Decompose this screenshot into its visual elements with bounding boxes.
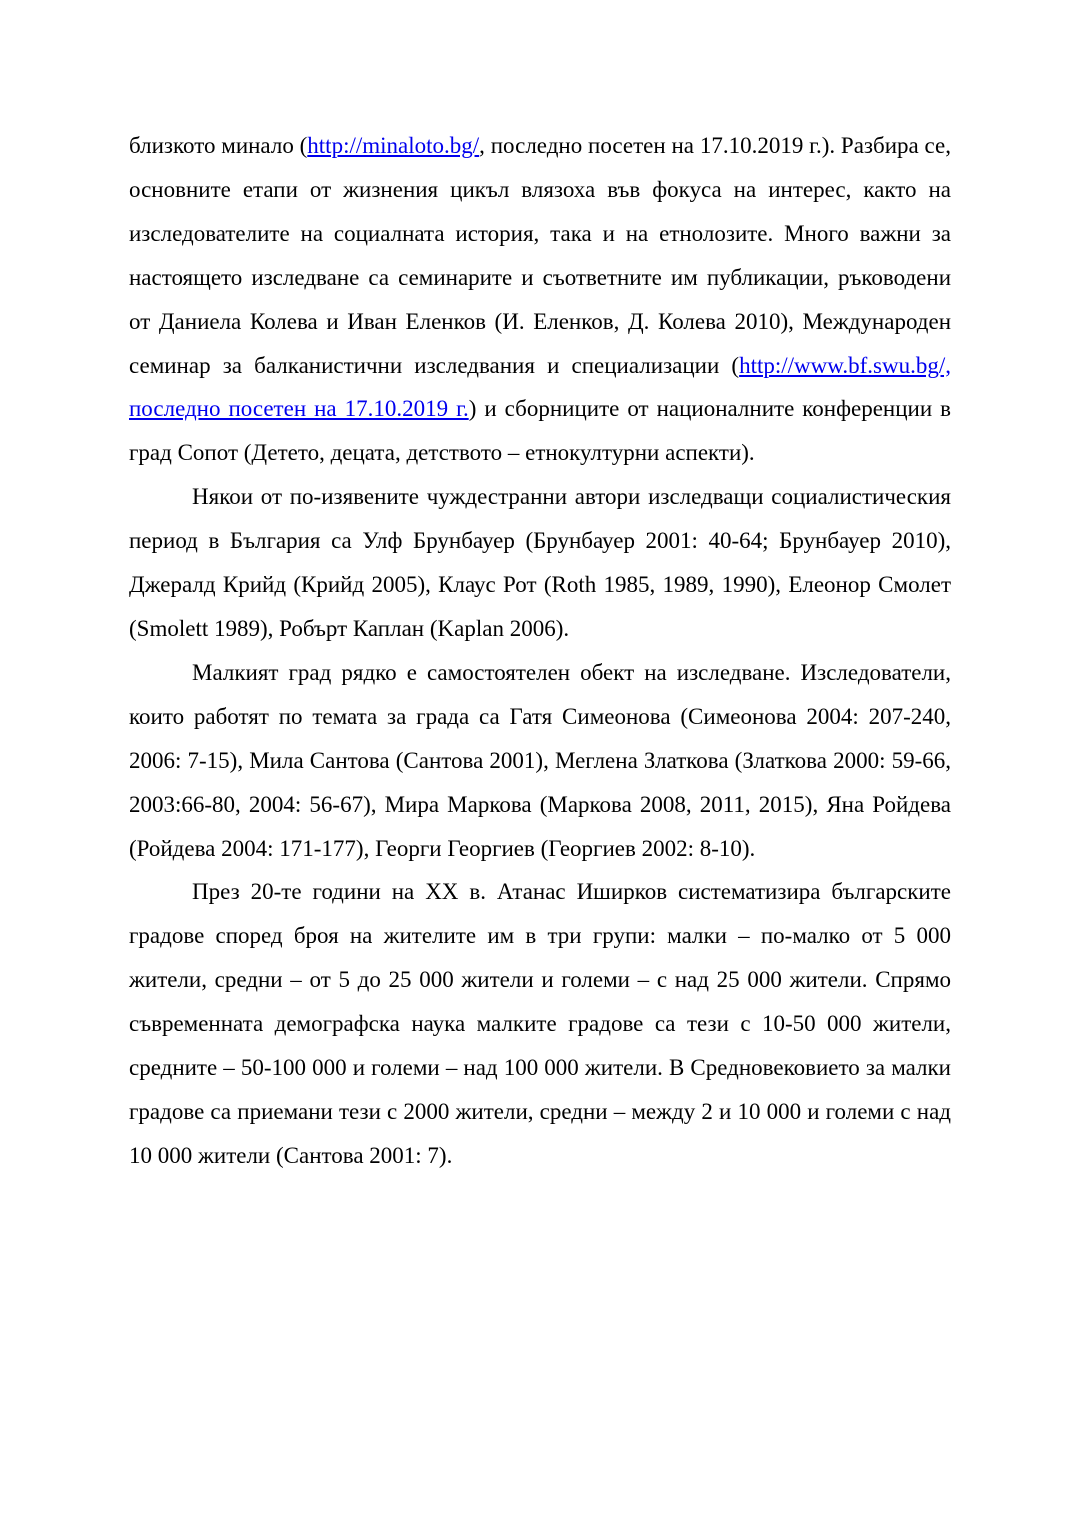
document-page [129,124,951,1178]
paragraph-small-town: Малкият град рядко е самостоятелен обект на изследване. Изследователи, които работят по темата за града са Гатя Симеонова (Симеонова 2004: 207-240, 2006: 7-15), Мила Сантова (Сантова 2001), Меглена Златкова (Златкова 2000: 59-66, 2003:66-80, 2004: 56-67), Мира Маркова (Маркова 2008, 2011, 2015), Яна Ройдева (Ройдева 2004: 171-177), Георги Георгиев (Георгиев 2002: 8-10). [129,659,951,861]
paragraph-continuation [129,124,951,475]
bf-swu-link[interactable]: http://www.bf.swu.bg/, последно посетен на 17.10.2019 г. [129,352,951,422]
paragraph-foreign-authors: Някои от по-изявените чуждестранни автори изследващи социалистическия период в България са Улф Брунбауер (Брунбауер 2001: 40-64; Брунбауер 2010), Джералд Крийд (Крийд 2005), Клаус Рот (Roth 1985, 1989, 1990), Елеонор Смолет (Smolett 1989), Робърт Каплан (Kaplan 2006). [129,484,951,641]
minaloto-link[interactable]: http://minaloto.bg/ [307,133,480,158]
paragraph-text: близкото минало ( [129,133,308,158]
paragraph-town-classification: През 20-те години на XX в. Атанас Иширков систематизира българските градове според броя на жителите им в три групи: малки – по-малко от 5 000 жители, средни – от 5 до 25 000 жители и големи – с над 25 000 жители. Спрямо съвременната демографска наука малките градове са тези с 10-50 000 жители, средните – 50-100 000 и големи – над 100 000 жители. В Средновековието за малки градове са приемани тези с 2000 жители, средни – между 2 и 10 000 и големи с над 10 000 жители (Сантова 2001: 7). [129,879,951,1168]
paragraph-text: , последно посетен на 17.10.2019 г.). Разбира се, основните етапи от жизнения цикъл влязоха във фокуса на интерес, както на изследователите на социалната история, така и на етнолозите. Много важни за настоящето изследване са семинарите и съответните им публикации, ръководени от Даниела Колева и Иван Еленков (И. Еленков, Д. Колева 2010), Международен семинар за балканистични изследвания и специализации ( [129,133,951,378]
paragraph-text: ) и сборниците от националните конференции в град Сопот (Детето, децата, детството – етнокултурни аспекти). [129,396,951,466]
